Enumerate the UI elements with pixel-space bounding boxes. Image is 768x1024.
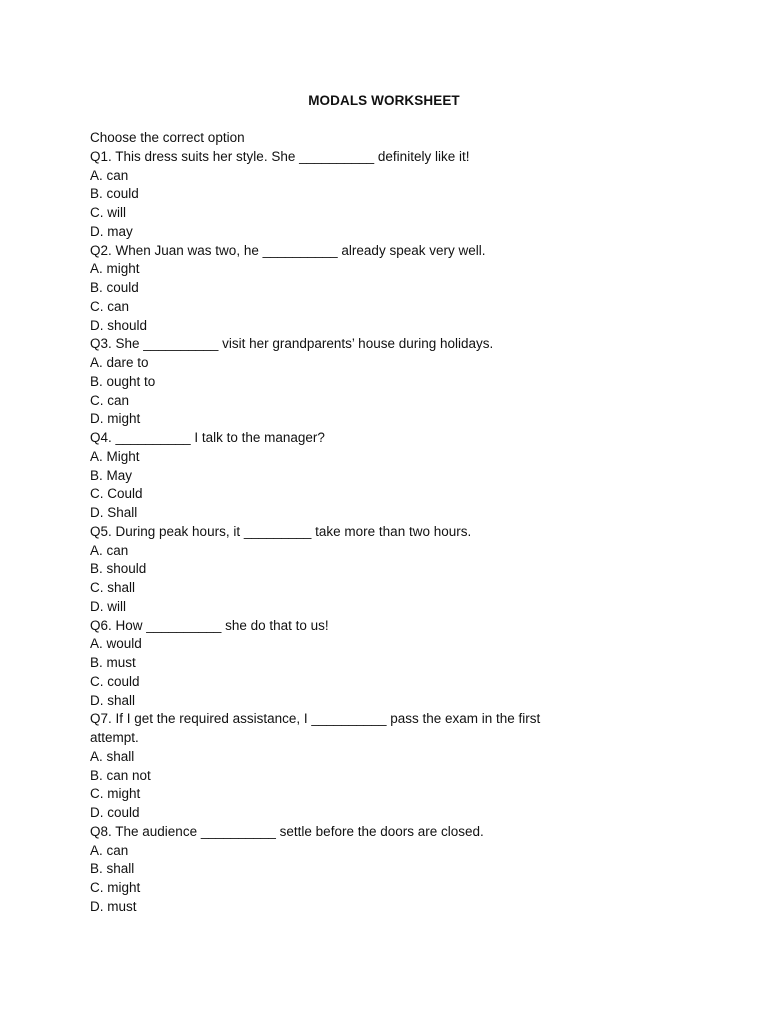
question-text: Q1. This dress suits her style. She __________ definitely like it!: [90, 148, 470, 164]
option-d: D. shall: [90, 692, 136, 708]
question-text: Q4. __________ I talk to the manager?: [90, 430, 325, 445]
option-b: B. should: [90, 561, 147, 577]
option-a: A. might: [90, 261, 140, 277]
option-a: A. can: [90, 167, 129, 183]
question-text: Q6. How __________ she do that to us!: [90, 617, 329, 633]
option-a: A. can: [90, 542, 129, 558]
option-c: C. will: [90, 205, 126, 220]
option-c: C. can: [90, 298, 130, 314]
question-text: Q3. She __________ visit her grandparents’ house during holidays.: [90, 336, 494, 352]
question-8: [90, 823, 570, 917]
option-a: A. Might: [90, 448, 140, 464]
option-a: A. can: [90, 842, 129, 858]
option-c: C. might: [90, 880, 141, 895]
question-text: Q8. The audience __________ settle before the doors are closed.: [90, 823, 484, 839]
option-d: D. may: [90, 223, 133, 239]
question-5: [90, 523, 570, 617]
question-2: [90, 242, 570, 336]
option-b: B. can not: [90, 767, 151, 783]
question-text: Q5. During peak hours, it _________ take more than two hours.: [90, 523, 472, 539]
option-d: D. could: [90, 805, 140, 820]
option-d: D. must: [90, 898, 137, 914]
option-b: B. could: [90, 280, 139, 295]
question-1: [90, 148, 570, 242]
option-b: B. May: [90, 467, 133, 483]
question-6: [90, 617, 570, 711]
option-d: D. Shall: [90, 505, 138, 520]
option-a: A. shall: [90, 748, 135, 764]
option-c: C. could: [90, 673, 140, 689]
option-d: D. might: [90, 411, 141, 427]
option-d: D. will: [90, 598, 126, 614]
option-b: B. shall: [90, 861, 135, 877]
worksheet-content: [90, 129, 570, 917]
question-4: [90, 429, 570, 523]
option-b: B. could: [90, 186, 139, 202]
instruction-text: Choose the correct option: [90, 130, 245, 145]
question-3: [90, 335, 570, 429]
question-text: Q2. When Juan was two, he __________ already speak very well.: [90, 242, 486, 258]
option-c: C. shall: [90, 580, 136, 595]
page-title: MODALS WORKSHEET: [308, 93, 460, 108]
question-text: Q7. If I get the required assistance, I __________ pass the exam in the first attempt.: [90, 711, 541, 745]
option-a: A. dare to: [90, 355, 149, 370]
option-d: D. should: [90, 317, 148, 333]
option-b: B. ought to: [90, 373, 156, 389]
option-b: B. must: [90, 655, 136, 670]
option-a: A. would: [90, 636, 142, 652]
question-7: [90, 710, 570, 823]
option-c: C. Could: [90, 486, 143, 502]
option-c: C. can: [90, 392, 130, 408]
option-c: C. might: [90, 786, 141, 802]
